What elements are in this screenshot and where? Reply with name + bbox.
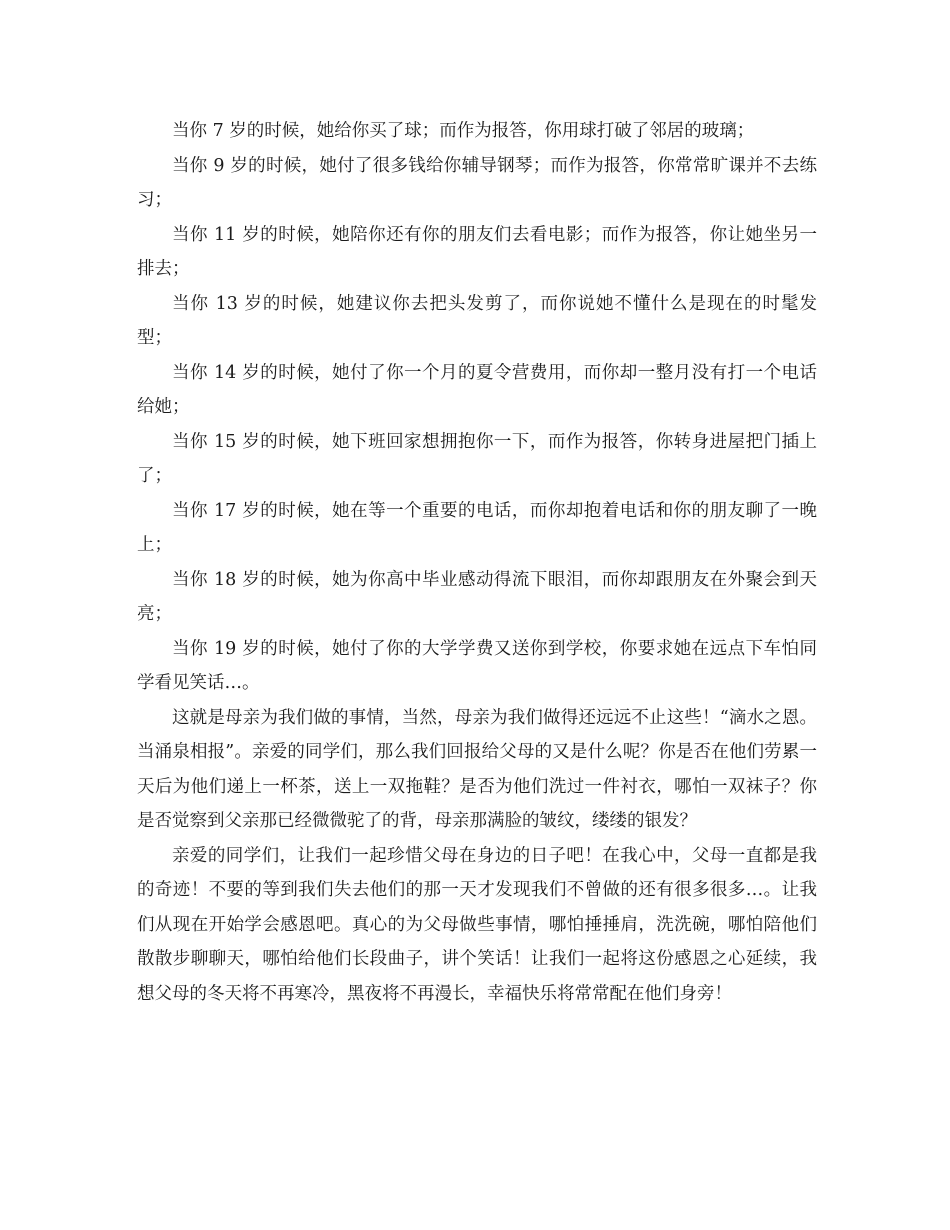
paragraph-age-15: 当你 15 岁的时候，她下班回家想拥抱你一下，而作为报答，你转身进屋把门插上了； [137, 431, 817, 486]
paragraph-mother-reflection: 这就是母亲为我们做的事情，当然，母亲为我们做得还远远不止这些！“滴水之恩。当涌泉相报”。亲爱的同学们，那么我们回报给父母的又是什么呢？你是否在他们劳累一天后为他们递上一杯茶，送上一双拖鞋？是否为他们洗过一件衬衣，哪怕一双袜子？你是否觉察到父亲那已经微微驼了的背，母亲那满脸的皱纹，缕缕的银发？ [137, 707, 817, 831]
paragraph-age-17: 当你 17 岁的时候，她在等一个重要的电话，而你却抱着电话和你的朋友聊了一晚上； [137, 500, 817, 555]
document-page [137, 114, 817, 1011]
paragraph-age-11: 当你 11 岁的时候，她陪你还有你的朋友们去看电影；而作为报答，你让她坐另一排去； [137, 224, 817, 279]
paragraph-age-13: 当你 13 岁的时候，她建议你去把头发剪了，而你说她不懂什么是现在的时髦发型； [137, 293, 817, 348]
paragraph-age-18: 当你 18 岁的时候，她为你高中毕业感动得流下眼泪，而你却跟朋友在外聚会到天亮； [137, 569, 817, 624]
paragraph-age-7: 当你 7 岁的时候，她给你买了球；而作为报答，你用球打破了邻居的玻璃； [172, 121, 755, 141]
paragraph-closing-appeal: 亲爱的同学们，让我们一起珍惜父母在身边的日子吧！在我心中，父母一直都是我的奇迹！不要的等到我们失去他们的那一天才发现我们不曾做的还有很多很多…。让我们从现在开始学会感恩吧。真心的为父母做些事情，哪怕捶捶肩，洗洗碗，哪怕陪他们散散步聊聊天，哪怕给他们长段曲子，讲个笑话！让我们一起将这份感恩之心延续，我想父母的冬天将不再寒冷，黑夜将不再漫长，幸福快乐将常常配在他们身旁！ [137, 845, 817, 1004]
paragraph-age-14: 当你 14 岁的时候，她付了你一个月的夏令营费用，而你却一整月没有打一个电话给她； [137, 362, 817, 417]
paragraph-age-9: 当你 9 岁的时候，她付了很多钱给你辅导钢琴；而作为报答，你常常旷课并不去练习； [137, 155, 817, 210]
paragraph-age-19: 当你 19 岁的时候，她付了你的大学学费又送你到学校，你要求她在远点下车怕同学看见笑话…。 [137, 638, 817, 693]
